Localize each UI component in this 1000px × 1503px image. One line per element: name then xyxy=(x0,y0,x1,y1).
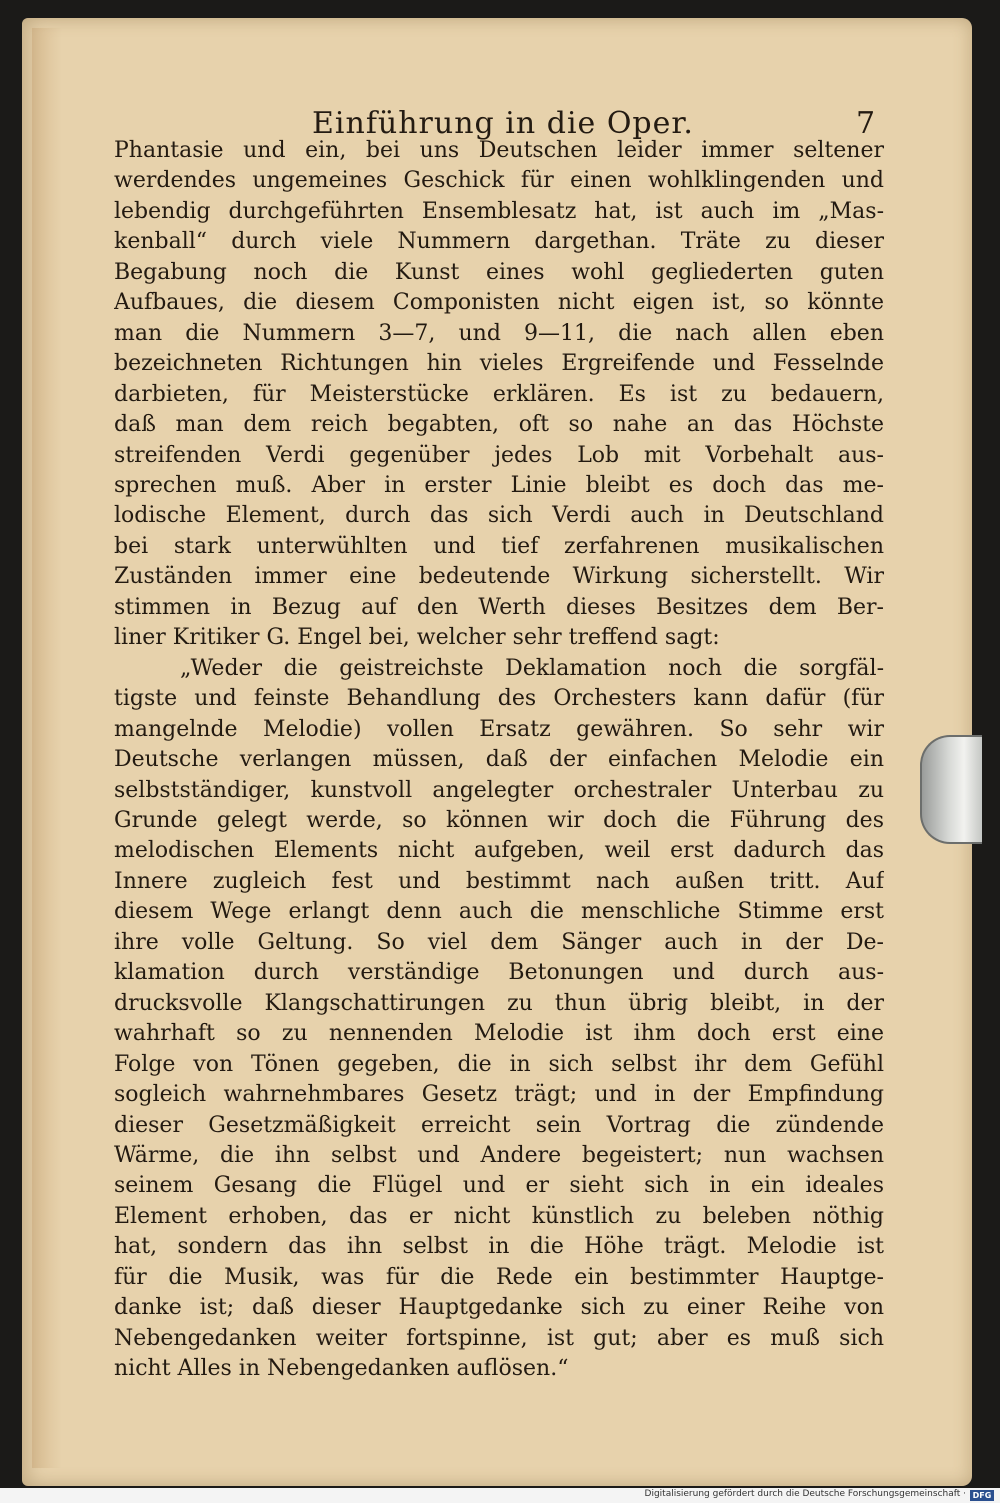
text-line: streifenden Verdi gegenüber jedes Lob mit Vorbehalt aus- xyxy=(114,442,884,468)
text-line: werdendes ungemeines Geschick für einen wohlklingenden und xyxy=(114,168,884,194)
text-line: Wärme, die ihn selbst und Andere begeistert; nun wachsen xyxy=(114,1142,884,1168)
quote-first-line: „Weder die geistreichste Deklamation noch die sorgfäl- xyxy=(180,655,884,681)
text-line: danke ist; daß dieser Hauptgedanke sich zu einer Reihe von xyxy=(114,1295,884,1321)
text-line: darbieten, für Meisterstücke erklären. Es ist zu bedauern, xyxy=(114,381,884,407)
text-line: Element erhoben, das er nicht künstlich zu beleben nöthig xyxy=(114,1203,884,1229)
text-line: lodische Element, durch das sich Verdi auch in Deutschland xyxy=(114,503,884,529)
dfg-logo: DFG xyxy=(970,1490,994,1501)
text-line: diesem Wege erlangt denn auch die menschliche Stimme erst xyxy=(114,899,884,925)
text-line: Folge von Tönen gegeben, die in sich selbst ihr dem Gefühl xyxy=(114,1051,884,1077)
text-line: mangelnde Melodie) vollen Ersatz gewähren. So sehr wir xyxy=(114,716,884,742)
text-line: daß man dem reich begabten, oft so nahe an das Höchste xyxy=(114,412,884,438)
text-line: klamation durch verständige Betonungen und durch aus- xyxy=(114,960,884,986)
text-line: nicht Alles in Nebengedanken auflösen.“ xyxy=(114,1356,569,1382)
text-line: seinem Gesang die Flügel und er sieht sich in ein ideales xyxy=(114,1173,884,1199)
text-line: Zuständen immer eine bedeutende Wirkung sicherstellt. Wir xyxy=(114,564,884,590)
text-line: bezeichneten Richtungen hin vieles Ergreifende und Fesselnde xyxy=(114,351,884,377)
text-line: dieser Gesetzmäßigkeit erreicht sein Vortrag die zündende xyxy=(114,1112,884,1138)
text-line: für die Musik, was für die Rede ein bestimmter Hauptge- xyxy=(114,1264,884,1290)
text-line: man die Nummern 3—7, und 9—11, die nach allen eben xyxy=(114,320,884,346)
page-number: 7 xyxy=(856,106,876,141)
running-head: Einführung in die Oper. xyxy=(312,106,694,141)
digitization-credit: Digitalisierung gefördert durch die Deutsche Forschungsgemeinschaft · xyxy=(644,1489,966,1499)
text-line: bei stark unterwühlten und tief zerfahrenen musikalischen xyxy=(114,533,884,559)
text-line: stimmen in Bezug auf den Werth dieses Besitzes dem Ber- xyxy=(114,594,884,620)
gutter-shading xyxy=(32,28,62,1468)
text-line: kenball“ durch viele Nummern dargethan. Träte zu dieser xyxy=(114,229,884,255)
text-line: wahrhaft so zu nennenden Melodie ist ihm doch erst eine xyxy=(114,1021,884,1047)
text-line: selbstständiger, kunstvoll angelegter orchestraler Unterbau zu xyxy=(114,777,884,803)
text-line: Begabung noch die Kunst eines wohl gegliederten guten xyxy=(114,259,884,285)
page-clip-tab xyxy=(920,735,982,844)
text-line: sogleich wahrnehmbares Gesetz trägt; und in der Empfindung xyxy=(114,1082,884,1108)
text-line: tigste und feinste Behandlung des Orchesters kann dafür (für xyxy=(114,686,884,712)
footer-bar xyxy=(0,1488,1000,1503)
text-line: Innere zugleich fest und bestimmt nach außen tritt. Auf xyxy=(114,868,884,894)
text-line: ihre volle Geltung. So viel dem Sänger auch in der De- xyxy=(114,929,884,955)
text-line: Nebengedanken weiter fortspinne, ist gut; aber es muß sich xyxy=(114,1325,884,1351)
text-line: sprechen muß. Aber in erster Linie bleibt es doch das me- xyxy=(114,472,884,498)
text-line: lebendig durchgeführten Ensemblesatz hat, ist auch im „Mas- xyxy=(114,198,884,224)
text-line: Aufbaues, die diesem Componisten nicht eigen ist, so könnte xyxy=(114,290,884,316)
text-line: melodischen Elements nicht aufgeben, weil erst dadurch das xyxy=(114,838,884,864)
text-line: liner Kritiker G. Engel bei, welcher sehr treffend sagt: xyxy=(114,625,720,651)
text-line: hat, sondern das ihn selbst in die Höhe trägt. Melodie ist xyxy=(114,1234,884,1260)
text-line: Phantasie und ein, bei uns Deutschen leider immer seltener xyxy=(114,138,884,163)
text-line: Grunde gelegt werde, so können wir doch die Führung des xyxy=(114,807,884,833)
body-text xyxy=(114,136,884,1385)
text-line: Deutsche verlangen müssen, daß der einfachen Melodie ein xyxy=(114,747,884,773)
text-line: drucksvolle Klangschattirungen zu thun übrig bleibt, in der xyxy=(114,990,884,1016)
